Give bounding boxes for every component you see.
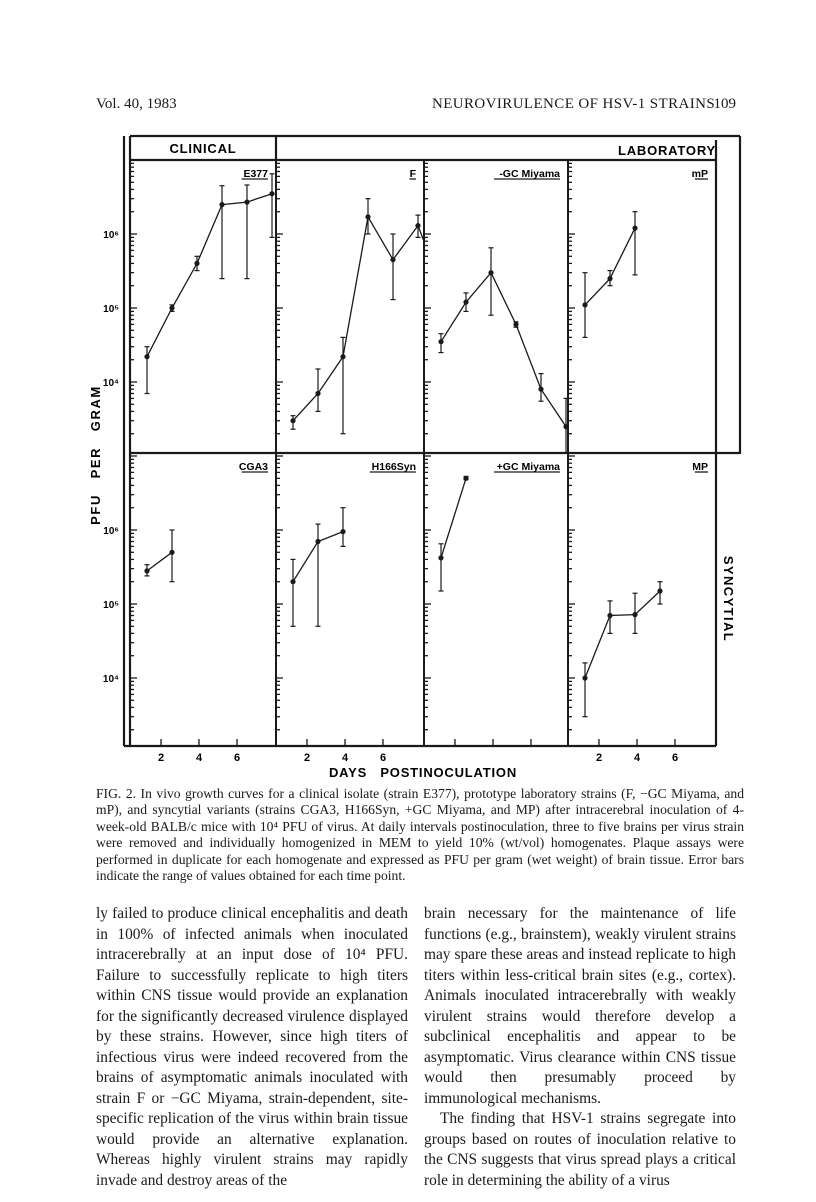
panel-gc-miyama bbox=[438, 461, 560, 591]
error-bar bbox=[391, 234, 396, 300]
panel-f bbox=[290, 168, 445, 434]
error-bar bbox=[489, 248, 494, 315]
panel-title: +GC Miyama bbox=[496, 461, 560, 473]
clinical-label: CLINICAL bbox=[169, 141, 237, 156]
figure-frame bbox=[124, 136, 740, 746]
y-tick-label: 10⁶ bbox=[103, 230, 119, 241]
y-tick-label: 10⁶ bbox=[103, 526, 119, 537]
x-tick-label: 6 bbox=[379, 752, 387, 764]
data-point bbox=[390, 257, 395, 262]
data-point bbox=[607, 613, 612, 618]
growth-curve-line bbox=[293, 217, 443, 421]
growth-curve-line bbox=[147, 552, 172, 571]
running-title: NEUROVIRULENCE OF HSV-1 STRAINS bbox=[432, 96, 716, 112]
data-point bbox=[244, 200, 249, 205]
x-tick-label: 6 bbox=[233, 752, 241, 764]
x-axis-label: DAYS POSTINOCULATION bbox=[328, 765, 518, 780]
figure-caption: FIG. 2. In vivo growth curves for a clinical isolate (strain E377), prototype laboratory strains (F, −GC Miyama, and mP), and syncytial variants (strains CGA3, H166Syn, +GC Miyama, and MP) after intracerebral inoculation of 4-week-old BALB/c mice with 10⁴ PFU of virus. At daily intervals postinoculation, three to five brains per virus strain were removed and individually homogenized in MEM to yield 10% (wt/vol) homogenates. Plaque assays were performed in duplicate for each homogenate and expressed as PFU per gram (wet weight) of brain tissue. Error bars indicate the range of values obtained for each time point. bbox=[96, 786, 744, 884]
data-point bbox=[219, 202, 224, 207]
panel-mp bbox=[582, 461, 708, 717]
y-tick-labels bbox=[103, 230, 119, 685]
growth-curve-line bbox=[441, 478, 466, 558]
panel-title: MP bbox=[692, 461, 708, 473]
data-point bbox=[315, 539, 320, 544]
data-point bbox=[488, 270, 493, 275]
x-tick-label: 2 bbox=[595, 752, 603, 764]
data-point bbox=[365, 214, 370, 219]
data-point bbox=[290, 579, 295, 584]
body-paragraph: brain necessary for the maintenance of life functions (e.g., brainstem), weakly virulent strains may spare these areas and instead replicate to high titers within less-critical brain sites (e.g., cortex). Animals inoculated intracerebrally with weakly virulent strains would therefore develop a subclinical encephalitis and appear to be asymptomatic. Virus clearance within CNS tissue would then presumably proceed by immunological mechanisms. bbox=[424, 905, 736, 1107]
x-tick-label: 6 bbox=[671, 752, 679, 764]
data-point bbox=[340, 529, 345, 534]
panel-title: E377 bbox=[243, 168, 268, 180]
panel-h166syn bbox=[290, 461, 416, 626]
x-tick-label: 4 bbox=[341, 752, 349, 764]
panel-gc-miyama bbox=[438, 168, 568, 456]
growth-curve-line bbox=[585, 591, 660, 678]
data-point bbox=[657, 588, 662, 593]
growth-curve-line bbox=[585, 228, 635, 305]
error-bar bbox=[583, 663, 588, 717]
data-point bbox=[194, 261, 199, 266]
panel-cga3 bbox=[144, 461, 268, 582]
data-point bbox=[632, 226, 637, 231]
growth-curve-line bbox=[441, 273, 566, 427]
data-point bbox=[513, 322, 518, 327]
y-tick-label: 10⁴ bbox=[102, 674, 119, 685]
data-point bbox=[463, 476, 468, 481]
y-tick-label: 10⁵ bbox=[103, 304, 119, 315]
body-paragraph: ly failed to produce clinical encephalitis and death in 100% of infected animals when inoculated intracerebrally at an input dose of 10⁴ PFU. Failure to successfully replicate to high titers within CNS tissue would provide an explanation for the significantly decreased virulence displayed by these strains. However, since high titers of infectious virus were indeed recovered from the brains of asymptomatic animals inoculated with strain F or −GC Miyama, strain-dependent, site-specific replication of the virus within brain tissue would provide an alternative explanation. Whereas highly virulent strains may rapidly invade and destroy areas of the bbox=[96, 905, 408, 1189]
panel-mp bbox=[582, 168, 708, 337]
data-point bbox=[463, 300, 468, 305]
data-point bbox=[340, 354, 345, 359]
error-bar bbox=[441, 260, 446, 331]
data-point bbox=[290, 418, 295, 423]
data-point bbox=[315, 391, 320, 396]
syncytial-label: SYNCYTIAL bbox=[721, 555, 736, 643]
data-point bbox=[144, 354, 149, 359]
page-number: 109 bbox=[713, 96, 736, 112]
data-point bbox=[438, 339, 443, 344]
data-point bbox=[144, 568, 149, 573]
body-paragraph: The finding that HSV-1 strains segregate into groups based on routes of inoculation relative to the CNS suggests that virus spread plays a critical role in determining the ability of a virus bbox=[424, 1110, 736, 1189]
data-point bbox=[169, 550, 174, 555]
y-axis-label: PFU PER GRAM bbox=[88, 385, 103, 525]
error-bar bbox=[633, 212, 638, 275]
data-point bbox=[607, 276, 612, 281]
data-point bbox=[538, 387, 543, 392]
panel-title: CGA3 bbox=[238, 461, 268, 473]
x-tick-label: 4 bbox=[195, 752, 203, 764]
error-bar bbox=[341, 508, 346, 547]
x-tick-label: 2 bbox=[303, 752, 311, 764]
data-point bbox=[440, 288, 445, 293]
y-tick-label: 10⁴ bbox=[102, 378, 119, 389]
panel-title: mP bbox=[691, 168, 708, 180]
body-column-right bbox=[424, 904, 736, 1191]
data-point bbox=[632, 612, 637, 617]
error-bar bbox=[220, 186, 225, 279]
y-tick-label: 10⁵ bbox=[103, 600, 119, 611]
data-point bbox=[415, 223, 420, 228]
error-bar bbox=[245, 185, 250, 279]
data-point bbox=[582, 675, 587, 680]
error-bar bbox=[170, 530, 175, 582]
error-bar bbox=[270, 174, 275, 238]
data-point bbox=[269, 191, 274, 196]
data-point bbox=[563, 424, 568, 429]
growth-curve-line bbox=[147, 194, 272, 357]
error-bar bbox=[341, 337, 346, 433]
data-point bbox=[582, 302, 587, 307]
panel-title: H166Syn bbox=[371, 461, 416, 473]
panel-title: -GC Miyama bbox=[499, 168, 560, 180]
x-tick-label: 2 bbox=[157, 752, 165, 764]
body-column-left bbox=[96, 904, 408, 1191]
panel-title: F bbox=[409, 168, 416, 180]
data-point bbox=[438, 555, 443, 560]
data-point bbox=[169, 305, 174, 310]
journal-volume: Vol. 40, 1983 bbox=[96, 96, 177, 112]
laboratory-label: LABORATORY bbox=[617, 143, 717, 158]
panel-e377 bbox=[144, 168, 274, 394]
x-tick-label: 4 bbox=[633, 752, 641, 764]
error-bar bbox=[291, 559, 296, 626]
x-tick-labels bbox=[158, 752, 678, 764]
